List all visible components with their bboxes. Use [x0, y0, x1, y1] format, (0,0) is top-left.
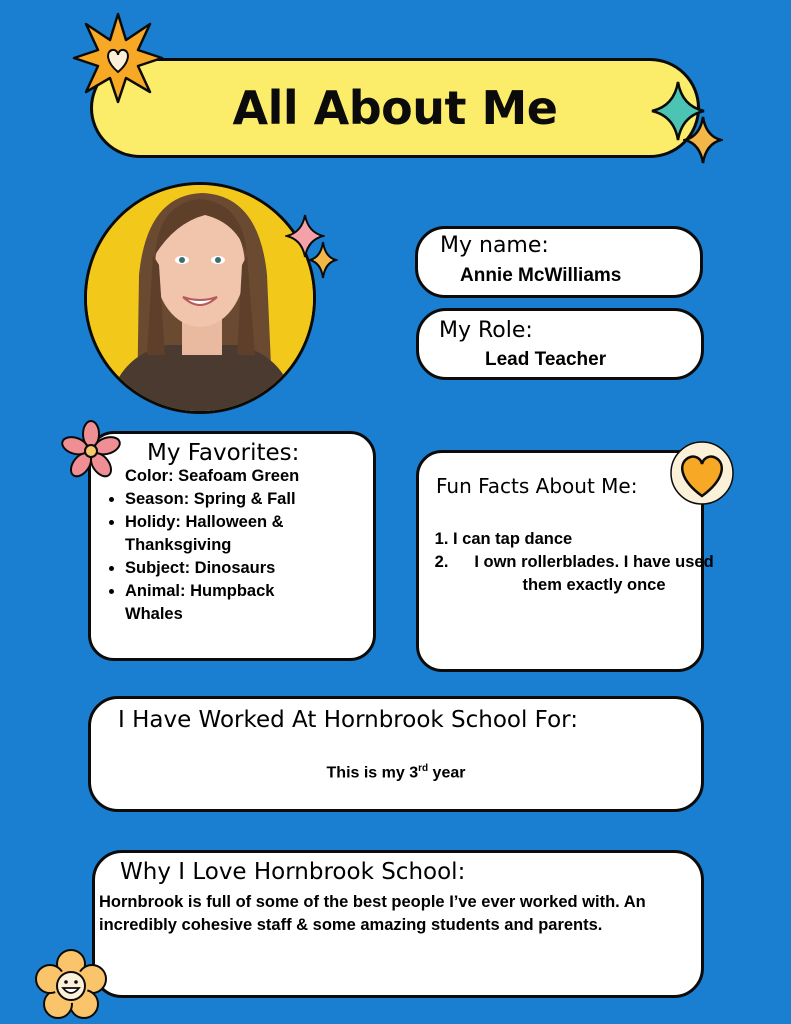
list-item: Color: Seafoam Green	[125, 467, 300, 485]
worked-card	[88, 696, 704, 812]
sparkle-small-orange-icon	[308, 240, 338, 280]
list-item: • Season: Spring & Fall	[125, 488, 395, 511]
profile-photo	[84, 182, 316, 414]
favorites-heading: My Favorites:	[147, 440, 300, 466]
list-item: • Subject: Dinosaurs	[125, 557, 395, 580]
smiley-flower-icon	[33, 948, 109, 1024]
worked-heading: I Have Worked At Hornbrook School For:	[118, 707, 578, 733]
name-label: My name:	[440, 233, 549, 258]
worked-text-end: year	[428, 764, 466, 782]
worked-text	[91, 757, 701, 784]
name-value: Annie McWilliams	[460, 265, 622, 286]
fun-facts-list	[419, 528, 735, 597]
title-banner	[90, 58, 700, 158]
worked-text-main: This is my 3	[326, 764, 419, 782]
list-item: 1. I can tap dance	[453, 528, 735, 551]
fun-facts-card	[416, 450, 714, 672]
role-value: Lead Teacher	[485, 349, 607, 370]
list-item: • Animal: Humpback Whales	[125, 580, 315, 626]
fun-facts-heading: Fun Facts About Me:	[436, 474, 638, 498]
heart-icon	[668, 440, 736, 506]
list-item: • Holidy: Halloween & Thanksgiving	[125, 511, 325, 557]
name-card	[415, 226, 703, 298]
favorites-card	[88, 431, 376, 661]
sun-heart-icon	[72, 12, 164, 104]
why-heading: Why I Love Hornbrook School:	[120, 859, 466, 885]
role-card	[416, 308, 704, 380]
flower-icon	[60, 420, 122, 482]
role-label: My Role:	[439, 318, 533, 343]
why-card	[92, 850, 704, 998]
worked-superscript: rd	[418, 763, 429, 774]
favorites-list	[91, 465, 395, 626]
list-item: 2. I own rollerblades. I have used them exactly once	[453, 551, 735, 597]
page-title: All About Me	[232, 81, 558, 135]
why-text: Hornbrook is full of some of the best people I’ve ever worked with. An incredibly cohesive staff & some amazing students and parents.	[99, 893, 646, 934]
sparkle-orange-icon	[683, 115, 723, 165]
